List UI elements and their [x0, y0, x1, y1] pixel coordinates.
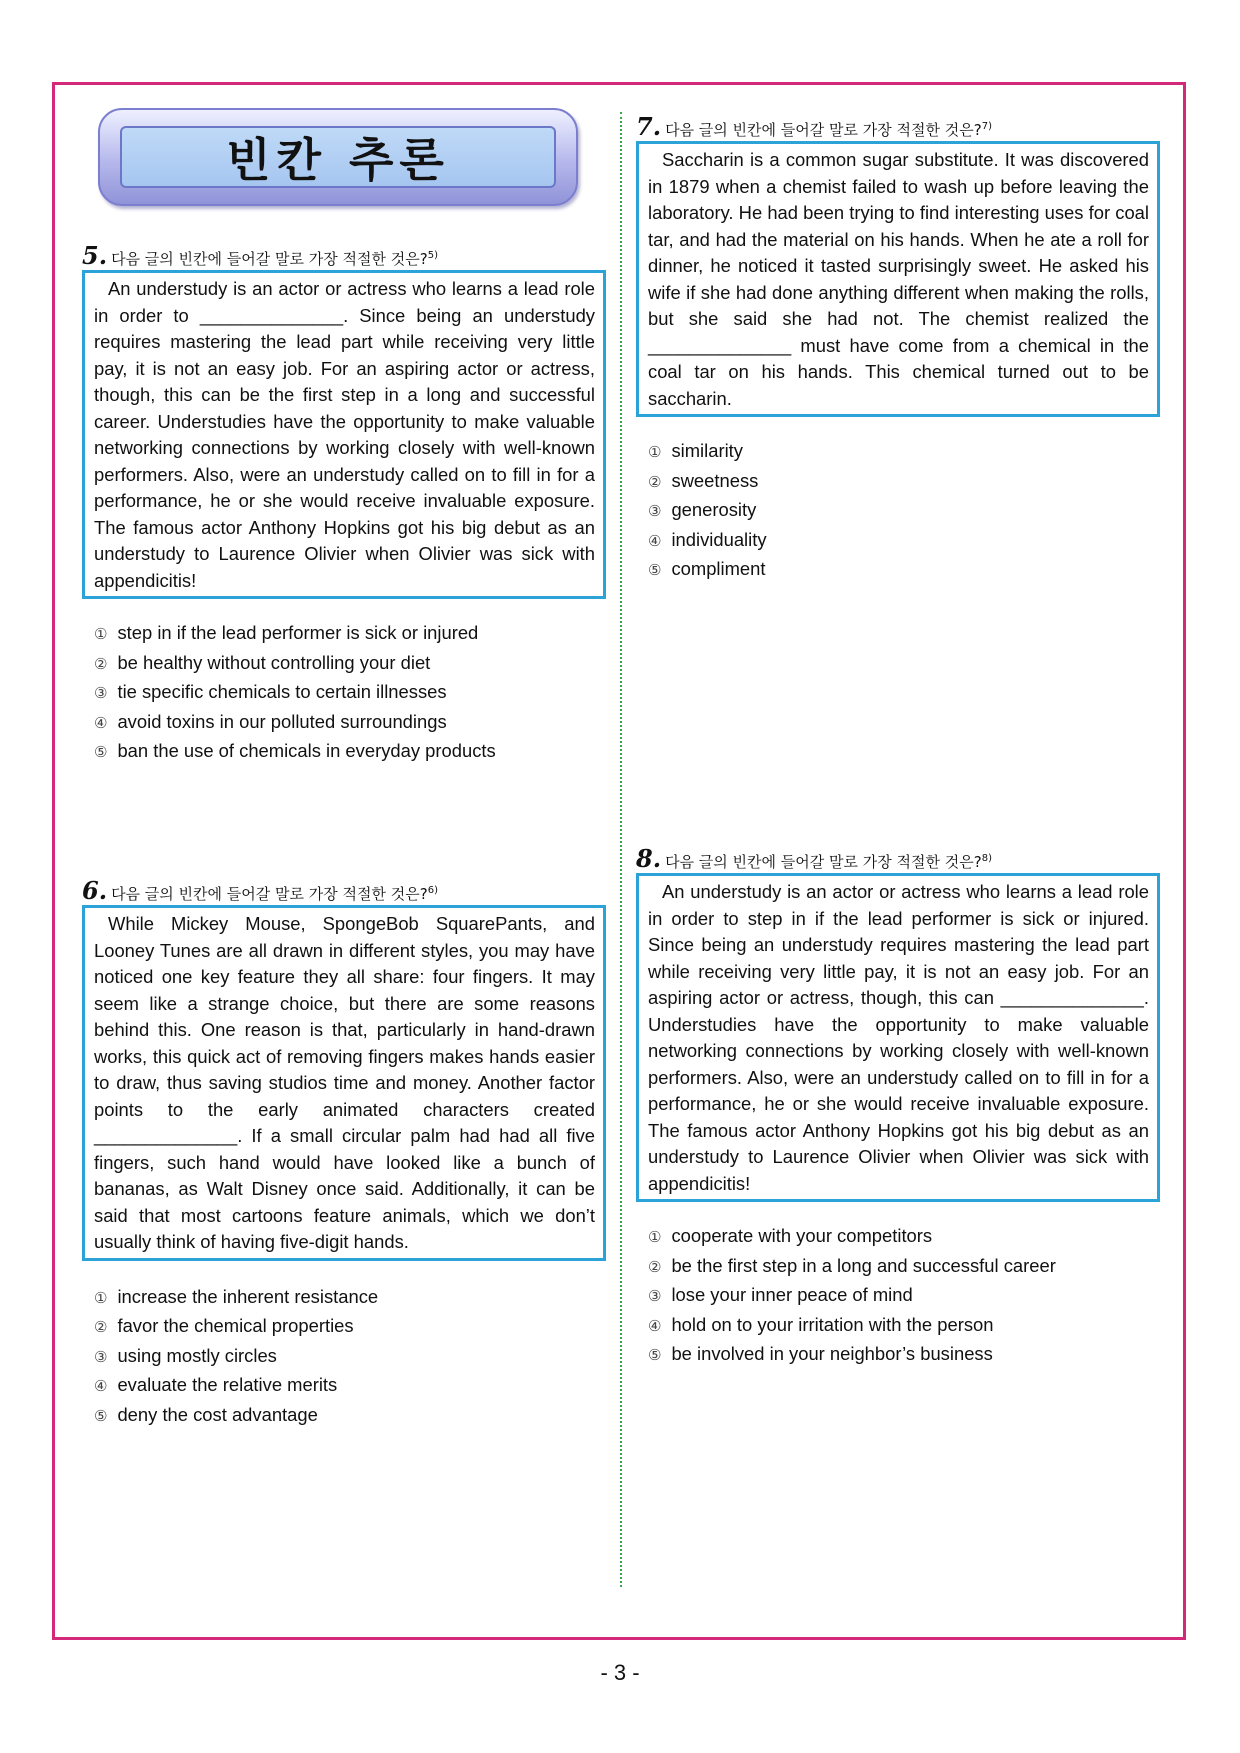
option-1[interactable]: [94, 619, 606, 649]
option-1[interactable]: [648, 1222, 1160, 1252]
option-3[interactable]: [648, 1281, 1160, 1311]
option-text: generosity: [671, 499, 757, 521]
option-marker: ③: [648, 1287, 662, 1306]
question-prompt: 다음 글의 빈칸에 들어갈 말로 가장 적절한 것은?: [111, 250, 428, 268]
passage-text: [94, 911, 595, 1256]
option-text: evaluate the relative merits: [117, 1374, 338, 1396]
passage-before-blank: An understudy is an actor or actress who learns a lead role in order to: [94, 278, 595, 326]
option-marker: ④: [648, 531, 662, 550]
option-text: ban the use of chemicals in everyday products: [117, 740, 496, 762]
option-2[interactable]: [94, 1312, 606, 1342]
option-marker: ⑤: [94, 743, 108, 762]
question-footnote-ref: 8): [981, 853, 992, 864]
option-marker: ③: [648, 502, 662, 521]
option-5[interactable]: [94, 1401, 606, 1431]
option-4[interactable]: [648, 526, 1160, 556]
passage-before-blank: Saccharin is a common sugar substitute. It was discovered in 1879 when a chemist failed to wash up before leaving the laboratory. He had been trying to find interesting uses for coal tar, and had the material on his hands. When he ate a roll for dinner, he noticed it tasted surprisingly sweet. He asked his wife if she had done anything different when making the rolls, but she said she had not. The chemist realized the: [648, 149, 1149, 329]
option-marker: ①: [94, 1288, 108, 1307]
option-5[interactable]: [648, 1340, 1160, 1370]
question-prompt: 다음 글의 빈칸에 들어갈 말로 가장 적절한 것은?: [665, 853, 982, 871]
option-marker: ④: [94, 713, 108, 732]
passage-box: [636, 141, 1160, 417]
answer-options: [636, 1222, 1160, 1370]
option-marker: ④: [94, 1377, 108, 1396]
option-marker: ②: [648, 1257, 662, 1276]
passage-box: [82, 270, 606, 599]
option-text: using mostly circles: [117, 1344, 277, 1366]
blank: ______________: [199, 304, 344, 326]
page-number: - 3 -: [600, 1660, 640, 1685]
question-footnote-ref: 6): [427, 885, 438, 896]
answer-options: [82, 1283, 606, 1431]
option-text: cooperate with your competitors: [671, 1225, 933, 1246]
option-2[interactable]: [648, 467, 1160, 497]
question-8: [636, 846, 1160, 1370]
question-6: [82, 878, 606, 1430]
passage-box: [82, 905, 606, 1261]
option-marker: ③: [94, 1347, 108, 1366]
option-text: similarity: [671, 440, 743, 461]
passage-text: [94, 276, 595, 594]
option-marker: ④: [648, 1316, 662, 1335]
option-3[interactable]: [648, 496, 1160, 526]
question-5: [82, 243, 606, 767]
option-marker: ⑤: [648, 561, 662, 580]
option-text: increase the inherent resistance: [117, 1285, 379, 1307]
section-banner: [98, 108, 578, 206]
answer-options: [82, 619, 606, 767]
option-4[interactable]: [94, 708, 606, 738]
option-marker: ⑤: [94, 1406, 108, 1425]
option-1[interactable]: [94, 1283, 606, 1313]
question-number: 8.: [636, 844, 662, 873]
question-header: [636, 846, 1160, 872]
option-text: step in if the lead performer is sick or injured: [117, 622, 479, 643]
blank: ______________: [94, 1125, 238, 1146]
question-prompt: 다음 글의 빈칸에 들어갈 말로 가장 적절한 것은?: [665, 121, 982, 139]
option-text: be healthy without controlling your diet: [117, 651, 431, 673]
option-text: compliment: [671, 558, 766, 580]
option-text: tie specific chemicals to certain illnesses: [117, 681, 447, 703]
option-text: avoid toxins in our polluted surroundings: [117, 710, 447, 732]
option-marker: ⑤: [648, 1346, 662, 1365]
column-divider: [620, 112, 622, 1587]
option-marker: ①: [648, 443, 662, 461]
question-prompt: 다음 글의 빈칸에 들어갈 말로 가장 적절한 것은?: [111, 885, 428, 903]
question-header: [636, 114, 1160, 140]
option-3[interactable]: [94, 678, 606, 708]
question-number: 6.: [82, 876, 108, 905]
option-marker: ②: [648, 472, 662, 491]
option-text: be involved in your neighbor’s business: [671, 1343, 993, 1365]
question-number: 7.: [636, 112, 662, 141]
passage-text: [648, 879, 1149, 1197]
passage-box: [636, 873, 1160, 1202]
blank: ______________: [648, 334, 792, 356]
question-footnote-ref: 7): [981, 121, 992, 132]
question-header: [82, 878, 606, 904]
option-5[interactable]: [94, 737, 606, 767]
option-text: lose your inner peace of mind: [671, 1284, 913, 1306]
passage-after-blank: must have come from a chemical in the coal tar on his hands. This chemical turned out to be saccharin.: [648, 334, 1149, 409]
option-text: sweetness: [671, 469, 759, 491]
option-marker: ②: [94, 1318, 108, 1337]
passage-after-blank: . If a small circular palm had had all five fingers, such hand would have looked like a bunch of bananas, as Walt Disney once said. Additionally, it can be said that most cartoons feature animals, which we don’t usually think of having five-digit hands.: [94, 1125, 595, 1252]
option-text: hold on to your irritation with the person: [671, 1313, 994, 1335]
option-text: be the first step in a long and successful career: [671, 1254, 1056, 1276]
passage-after-blank: . Understudies have the opportunity to make valuable networking connections by working closely with well-known performers. Also, were an understudy called on to fill in for a performance, he or she would receive invaluable exposure. The famous actor Anthony Hopkins got his big debut as an understudy to Laurence Olivier when Olivier was sick with appendicitis!: [648, 987, 1149, 1194]
option-2[interactable]: [94, 649, 606, 679]
option-2[interactable]: [648, 1252, 1160, 1282]
option-3[interactable]: [94, 1342, 606, 1372]
option-5[interactable]: [648, 555, 1160, 585]
option-marker: ①: [648, 1228, 662, 1246]
question-number: 5.: [82, 241, 108, 270]
passage-text: [648, 147, 1149, 412]
option-4[interactable]: [94, 1371, 606, 1401]
answer-options: [636, 437, 1160, 585]
question-footnote-ref: 5): [427, 250, 438, 261]
option-text: deny the cost advantage: [117, 1403, 318, 1425]
question-7: [636, 114, 1160, 585]
section-banner-inner: [120, 126, 556, 188]
option-1[interactable]: [648, 437, 1160, 467]
section-title: 빈칸 추론: [226, 133, 450, 187]
option-4[interactable]: [648, 1311, 1160, 1341]
option-text: individuality: [671, 528, 767, 550]
question-header: [82, 243, 606, 269]
option-marker: ③: [94, 684, 108, 703]
passage-before-blank: An understudy is an actor or actress who learns a lead role in order to step in if the lead performer is sick or injured. Since being an understudy requires mastering the lead part while receiving very little pay, it is not an easy job. For an aspiring actor or actress, though, this can: [648, 881, 1149, 1008]
option-marker: ①: [94, 625, 108, 643]
passage-after-blank: . Since being an understudy requires mastering the lead part while receiving very little pay, it is not an easy job. For an aspiring actor or actress, though, this can be the first step in a long and successful career. Understudies have the opportunity to make valuable networking connections by working closely with well-known performers. Also, were an understudy called on to fill in for a performance, he or she would receive invaluable exposure. The famous actor Anthony Hopkins got his big debut as an understudy to Laurence Olivier when Olivier was sick with appendicitis!: [94, 304, 595, 591]
option-text: favor the chemical properties: [117, 1315, 354, 1337]
blank: ______________: [1000, 987, 1144, 1008]
passage-before-blank: While Mickey Mouse, SpongeBob SquarePants, and Looney Tunes are all drawn in different styles, you may have noticed one key feature they all share: four fingers. It may seem like a strange choice, but there are some reasons behind this. One reason is that, particularly in hand-drawn works, this quick act of removing fingers makes hands easier to draw, thus saving studios time and money. Another factor points to the early animated characters created: [94, 913, 595, 1120]
option-marker: ②: [94, 654, 108, 673]
